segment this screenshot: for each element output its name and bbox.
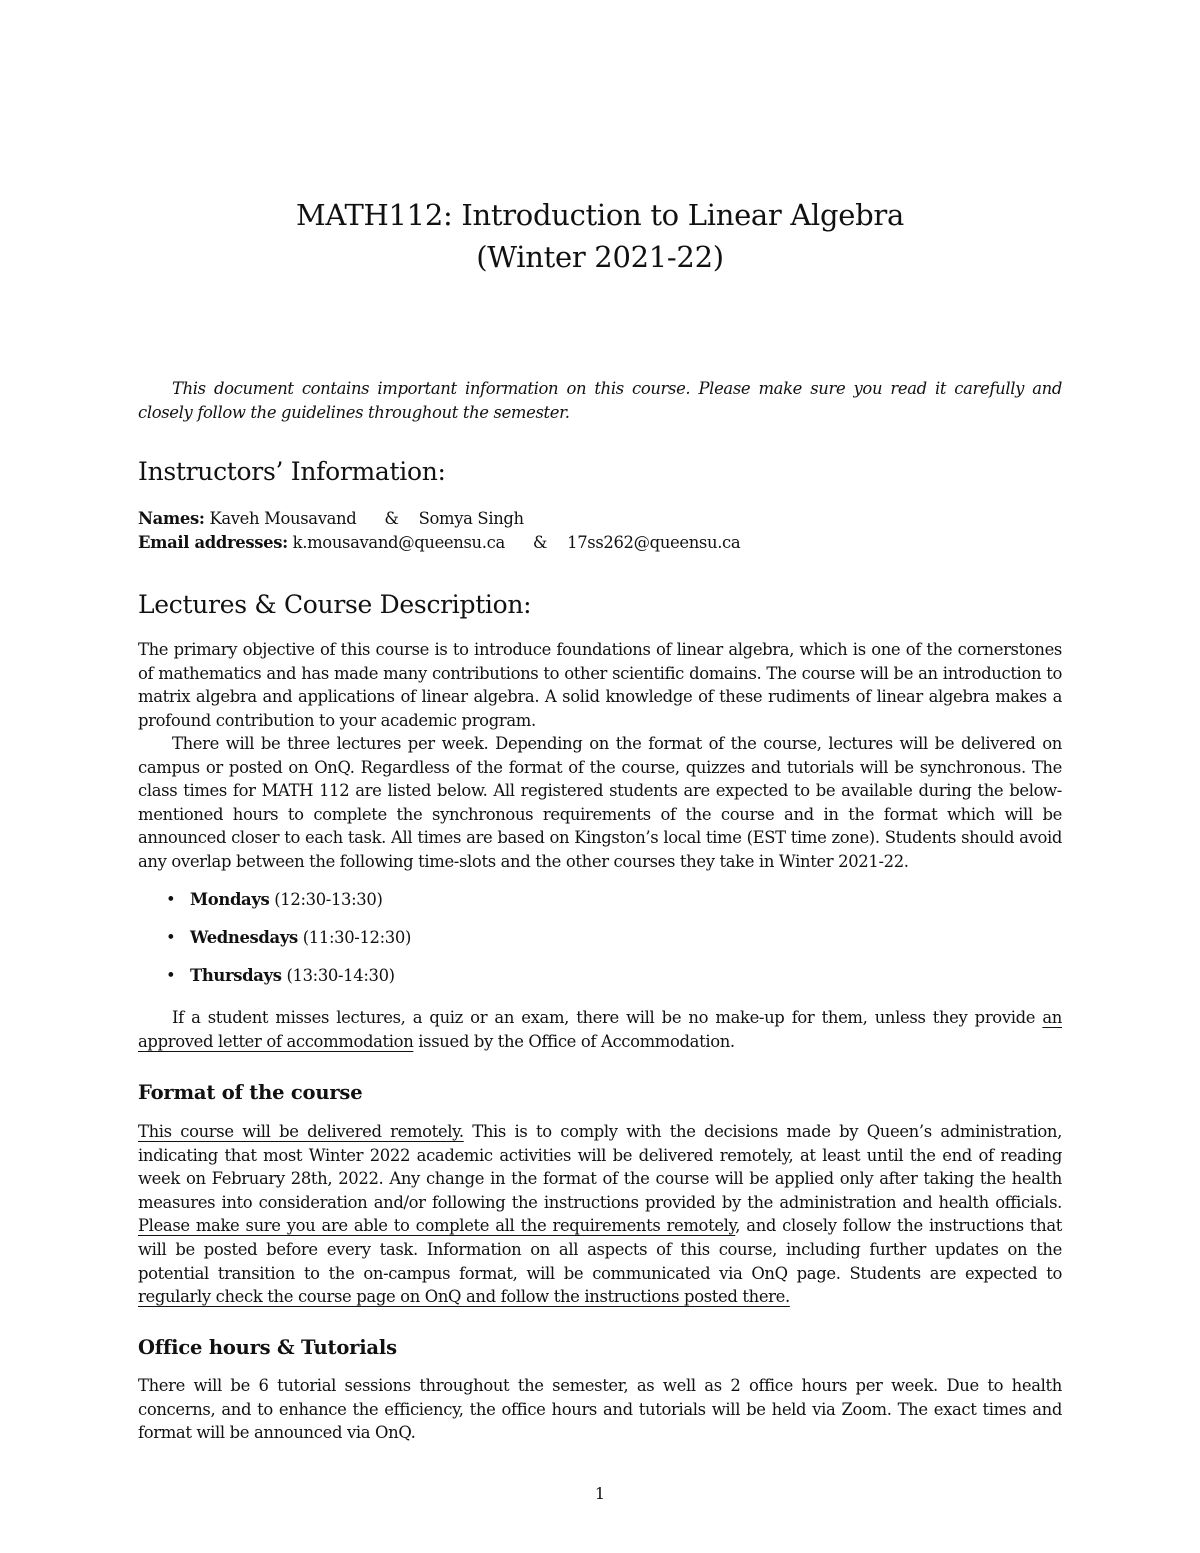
instructors-heading: Instructors’ Information: (138, 457, 446, 486)
list-item (138, 964, 1062, 1002)
onq-check-note: regularly check the course page on OnQ and follow the instructions posted there. (138, 1287, 790, 1307)
bullet-icon: • (166, 890, 176, 909)
format-heading: Format of the course (138, 1081, 363, 1104)
bullet-icon: • (166, 966, 176, 985)
remote-delivery-note: This course will be delivered remotely. (138, 1122, 464, 1141)
intro-paragraph: This document contains important information on this course. Please make sure you read it carefully and closely follow the guidelines throughout the semester. (138, 379, 1062, 422)
names-label: Names: (138, 509, 205, 528)
instructor-name-1: Kaveh Mousavand (209, 509, 357, 528)
email-label: Email addresses: (138, 532, 288, 552)
class-times-list (138, 888, 1062, 1002)
instructor-email-2[interactable]: 17ss262@queensu.ca (567, 532, 741, 552)
title-line-course: MATH112: Introduction to Linear Algebra (296, 198, 904, 232)
instructor-name-2: Somya Singh (418, 509, 524, 528)
slot-time: (12:30-13:30) (274, 890, 383, 909)
paragraph-text: issued by the Office of Accommodation. (413, 1031, 735, 1051)
paragraph-text: If a student misses lectures, a quiz or an exam, there will be no make-up for them, unless they provide (172, 1008, 1043, 1027)
paragraph-text: , and closely follow the instructions that will be posted before every task. Information on all aspects of this course, including further updates on the potential transition to the on-campus format, will be communicated via OnQ page. Students are expected to (138, 1216, 1062, 1283)
list-item (138, 888, 1062, 926)
bullet-icon: • (166, 928, 176, 947)
page-number: 1 (594, 1484, 606, 1503)
lectures-paragraph-1: The primary objective of this course is to introduce foundations of linear algebra, which is one of the cornerstones of mathematics and has made many contributions to other scientific domains. The course will be an introduction to matrix algebra and applications of linear algebra. A solid knowledge of these rudiments of linear algebra makes a profound contribution to your academic program. (138, 640, 1062, 730)
office-hours-heading: Office hours & Tutorials (138, 1336, 397, 1359)
title-line-term: (Winter 2021-22) (476, 240, 724, 274)
list-item (138, 926, 1062, 964)
slot-day: Mondays (190, 890, 270, 909)
slot-time: (11:30-12:30) (302, 928, 411, 947)
paragraph-text: This is to comply with the decisions made by Queen’s administration, indicating that most Winter 2022 academic activities will be delivered remotely, at least until the end of reading week on February 28th, 2022. Any change in the format of the course will be applied only after taking the health measures into consideration and/or following the instructions provided by the administration and health officials. (138, 1122, 1062, 1212)
lectures-heading: Lectures & Course Description: (138, 590, 532, 619)
slot-day: Wednesdays (190, 928, 298, 947)
lectures-paragraph-3 (138, 1006, 1062, 1053)
lectures-paragraph-2: There will be three lectures per week. Depending on the format of the course, lectures will be delivered on campus or posted on OnQ. Regardless of the format of the course, quizzes and tutorials will be synchronous. The class times for MATH 112 are listed below. All registered students are expected to be available during the below-mentioned hours to complete the synchronous requirements of the course and in the format which will be announced closer to each task. All times are based on Kingston’s local time (EST time zone). Students should avoid any overlap between the following time-slots and the other courses they take in Winter 2021-22. (138, 734, 1062, 871)
accommodation-link[interactable]: an approved letter of accommodation (138, 1008, 1062, 1051)
format-paragraph (138, 1120, 1062, 1309)
office-hours-paragraph: There will be 6 tutorial sessions throughout the semester, as well as 2 office hours per week. Due to health concerns, and to enhance the efficiency, the office hours and tutorials will be held via Zoom. The exact times and format will be announced via OnQ. (138, 1376, 1062, 1443)
slot-time: (13:30-14:30) (286, 966, 395, 985)
emails-separator: & (532, 532, 548, 552)
remote-requirements-note: Please make sure you are able to complete all the requirements remotely (138, 1216, 736, 1236)
emails-line (138, 531, 1062, 555)
slot-day: Thursdays (190, 966, 282, 985)
names-separator: & (384, 509, 399, 528)
names-line (138, 507, 1062, 531)
instructor-email-1[interactable]: k.mousavand@queensu.ca (292, 532, 505, 552)
document-title (0, 194, 1200, 278)
instructors-info (138, 507, 1062, 554)
